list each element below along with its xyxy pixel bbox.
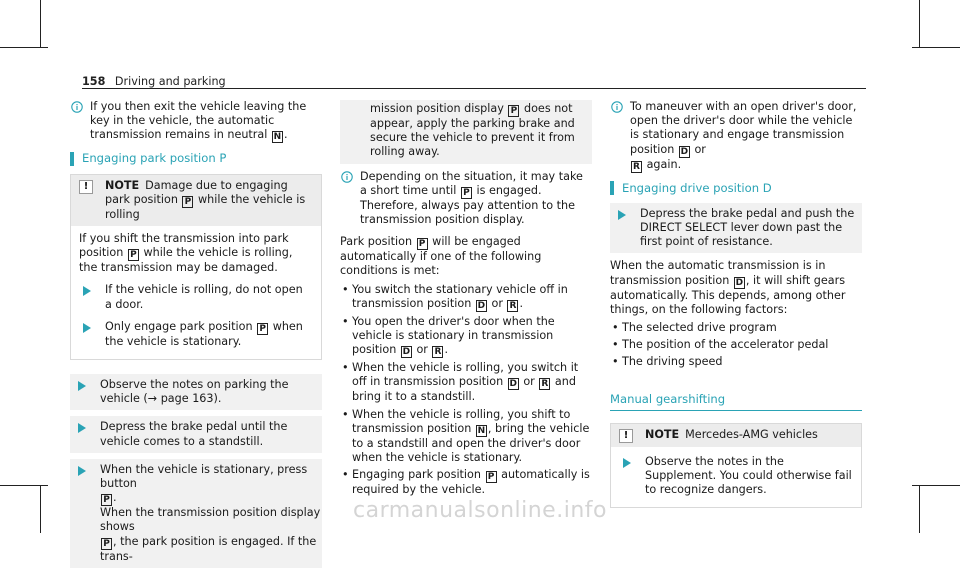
gear-key-r: R	[432, 346, 443, 358]
column-3	[610, 100, 862, 522]
section-heading: Engaging park position P	[70, 151, 322, 165]
step-arrow-icon	[70, 463, 100, 476]
heading-bar	[70, 152, 74, 166]
info-note	[610, 100, 862, 173]
info-icon	[70, 100, 84, 114]
step-arrow-icon	[70, 378, 100, 391]
gear-key-r: R	[507, 300, 518, 312]
info-note	[340, 170, 592, 228]
chapter-title: Driving and parking	[114, 75, 226, 88]
step-arrow-icon	[610, 207, 640, 220]
gear-key-p: P	[182, 196, 193, 208]
section-heading: Engaging drive position D	[610, 181, 862, 195]
notice-step: If the vehicle is rolling, do not open a door.	[79, 283, 313, 311]
gear-key-p: P	[461, 187, 472, 199]
info-note	[70, 100, 322, 143]
warning-icon: !	[79, 180, 93, 194]
crop-mark	[919, 0, 920, 48]
conditions-list	[340, 283, 592, 498]
gear-key-n: N	[273, 132, 282, 143]
crop-mark	[40, 0, 41, 48]
gear-key-n: N	[477, 425, 486, 436]
info-text: To maneuver with an open driver's door, open the driver's door while the vehicle is stationary and engage transmission position D or R again.	[630, 100, 857, 172]
list-item: • The selected drive program	[610, 321, 862, 335]
notice-header: ! NOTE Mercedes-AMG vehicles	[611, 424, 861, 447]
info-icon	[340, 170, 354, 184]
crop-mark	[912, 47, 960, 48]
gear-key-d: D	[680, 146, 689, 157]
notice-header: ! NOTE Damage due to engaging park position P while the vehicle is rolling	[71, 175, 321, 226]
notice-step: Observe the notes in the Supplement. You could otherwise fail to recognize dangers.	[619, 455, 853, 498]
paragraph: Park position P will be engaged automatically if one of the following conditions is met:	[340, 235, 542, 278]
notice-step: Only engage park position P when the vehicle is stationary.	[79, 320, 313, 349]
instruction-step: Observe the notes on parking the vehicle (→ page 163).	[70, 374, 322, 410]
notice-box	[70, 174, 322, 360]
notice-box	[610, 423, 862, 509]
crop-mark	[912, 485, 960, 486]
gear-key-p: P	[508, 105, 519, 117]
header-rule	[82, 88, 866, 89]
instruction-step: Depress the brake pedal until the vehicle comes to a standstill.	[70, 416, 322, 452]
gear-key-r: R	[539, 378, 550, 390]
subsection-heading: Manual gearshifting	[610, 392, 862, 411]
info-icon	[610, 100, 624, 114]
gear-key-d: D	[509, 379, 517, 390]
notice-body	[71, 226, 321, 359]
list-item: • The driving speed	[610, 355, 862, 369]
gear-key-p: P	[101, 538, 112, 550]
heading-bar	[610, 181, 614, 195]
step-arrow-icon	[79, 320, 105, 333]
info-text: If you then exit the vehicle leaving the key in the vehicle, the automatic transmission remains in neutral N .	[90, 100, 307, 143]
instruction-step: Depress the brake pedal and push the DIRECT SELECT lever down past the first point of resistance.	[610, 203, 862, 254]
column-2	[340, 100, 592, 500]
list-item: • The position of the accelerator pedal	[610, 338, 862, 352]
info-text: Depending on the situation, it may take a short time until P is engaged. Therefore, always pay attention to the transmission position display.	[360, 169, 583, 227]
paragraph: When the automatic transmission is in transmission position D , it will shift gears automatically. This depends, among other things, on the following factors:	[610, 259, 846, 316]
gear-key-d: D	[735, 277, 744, 288]
watermark: carmanualsonline.info	[353, 498, 607, 523]
gear-key-p: P	[101, 494, 112, 506]
list-item: • When the vehicle is rolling, you switch it off in transmission position D or R and bring it to a standstill.	[340, 361, 592, 404]
list-item: • When the vehicle is rolling, you shift to transmission position N , bring the vehicle to a standstill and open the driver's door when the vehicle is stationary.	[340, 408, 592, 466]
step-continuation: mission position display P does not appear, apply the parking brake and secure the vehicle to prevent it from rolling away.	[340, 100, 592, 164]
gear-key-d: D	[402, 347, 411, 358]
list-item: • You switch the stationary vehicle off in transmission position D or R .	[340, 283, 592, 312]
notice-body	[611, 447, 861, 508]
notice-title: NOTE	[105, 178, 140, 192]
notice-paragraph: If you shift the transmission into park position P while the vehicle is rolling, the transmission may be damaged.	[79, 232, 293, 275]
list-item: • You open the driver's door when the vehicle is stationary in transmission position D or R .	[340, 315, 592, 358]
notice-title: NOTE	[645, 427, 680, 441]
factors-list	[610, 321, 862, 370]
gear-key-p: P	[257, 323, 268, 335]
step-arrow-icon	[79, 283, 105, 296]
page-number: 158	[82, 75, 106, 88]
instruction-step: When the vehicle is stationary, press button P . When the transmission position display shows P , the park position is engaged. If the trans-	[70, 459, 322, 568]
column-1	[70, 100, 322, 574]
gear-key-p: P	[417, 238, 428, 250]
gear-key-p: P	[128, 249, 139, 261]
step-arrow-icon	[619, 455, 645, 468]
step-arrow-icon	[70, 420, 100, 433]
crop-mark	[0, 485, 48, 486]
warning-icon: !	[619, 429, 633, 443]
list-item: • Engaging park position P automatically is required by the vehicle.	[340, 468, 592, 497]
gear-key-d: D	[477, 300, 486, 311]
gear-key-r: R	[631, 161, 642, 173]
gear-key-p: P	[486, 471, 497, 483]
crop-mark	[0, 47, 48, 48]
